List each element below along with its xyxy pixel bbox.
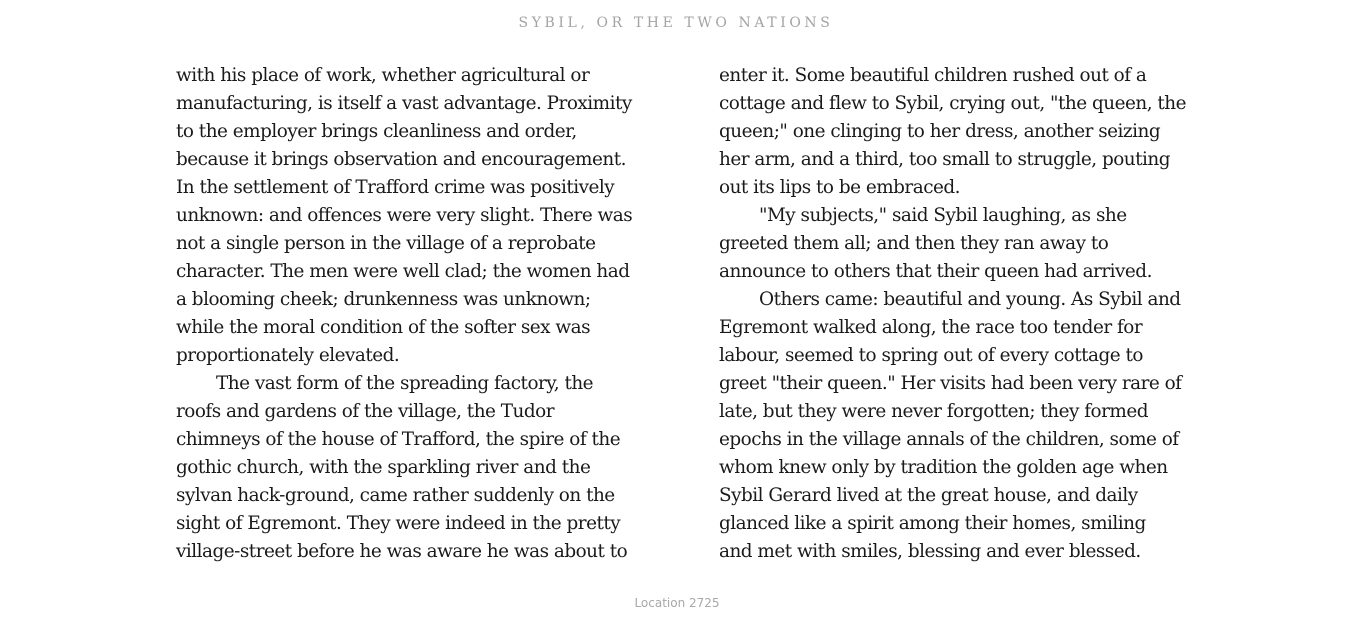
text-line: cottage and flew to Sybil, crying out, "the queen, the [719,93,1187,114]
text-line: proportionately elevated. [176,345,400,366]
text-line: enter it. Some beautiful children rushed out of a [719,65,1147,86]
text-line: glanced like a spirit among their homes, smiling [719,513,1146,534]
text-line: chimneys of the house of Trafford, the spire of the [176,429,621,450]
text-line: village-street before he was aware he was about to [176,541,628,562]
text-line: manufacturing, is itself a vast advantage. Proximity [176,93,632,114]
book-title: SYBIL, OR THE TWO NATIONS [518,15,834,31]
location-indicator: Location 2725 [634,596,720,610]
text-line: a blooming cheek; drunkenness was unknown; [176,289,591,310]
text-line: The vast form of the spreading factory, the [216,373,594,394]
text-line: gothic church, with the sparkling river and the [176,457,591,478]
text-line: greet "their queen." Her visits had been very rare of [719,373,1182,394]
left-page-column [176,62,646,566]
text-line: labour, seemed to spring out of every cottage to [719,345,1143,366]
text-line: epochs in the village annals of the children, some of [719,429,1179,450]
text-line: while the moral condition of the softer sex was [176,317,591,338]
text-line: roofs and gardens of the village, the Tudor [176,401,555,422]
text-line: whom knew only by tradition the golden age when [719,457,1168,478]
text-line: sight of Egremont. They were indeed in the pretty [176,513,621,534]
text-line: late, but they were never forgotten; they formed [719,401,1148,422]
text-line: announce to others that their queen had arrived. [719,261,1152,282]
text-line: "My subjects," said Sybil laughing, as she [759,205,1127,226]
text-line: queen;" one clinging to her dress, another seizing [719,121,1161,142]
text-line: her arm, and a third, too small to struggle, pouting [719,149,1171,170]
text-line: out its lips to be embraced. [719,177,960,198]
text-line: and met with smiles, blessing and ever blessed. [719,541,1141,562]
text-line: not a single person in the village of a reprobate [176,233,596,254]
text-line: In the settlement of Trafford crime was positively [176,177,615,198]
text-line: unknown: and offences were very slight. There was [176,205,633,226]
text-line: because it brings observation and encouragement. [176,149,626,170]
text-line: character. The men were well clad; the women had [176,261,630,282]
text-line: greeted them all; and then they ran away to [719,233,1109,254]
text-line: Others came: beautiful and young. As Sybil and [759,289,1181,310]
right-page-column [719,62,1189,566]
text-line: Egremont walked along, the race too tender for [719,317,1143,338]
text-line: to the employer brings cleanliness and order, [176,121,577,142]
text-line: with his place of work, whether agricultural or [176,65,590,86]
text-line: sylvan hack-ground, came rather suddenly on the [176,485,615,506]
text-line: Sybil Gerard lived at the great house, and daily [719,485,1138,506]
